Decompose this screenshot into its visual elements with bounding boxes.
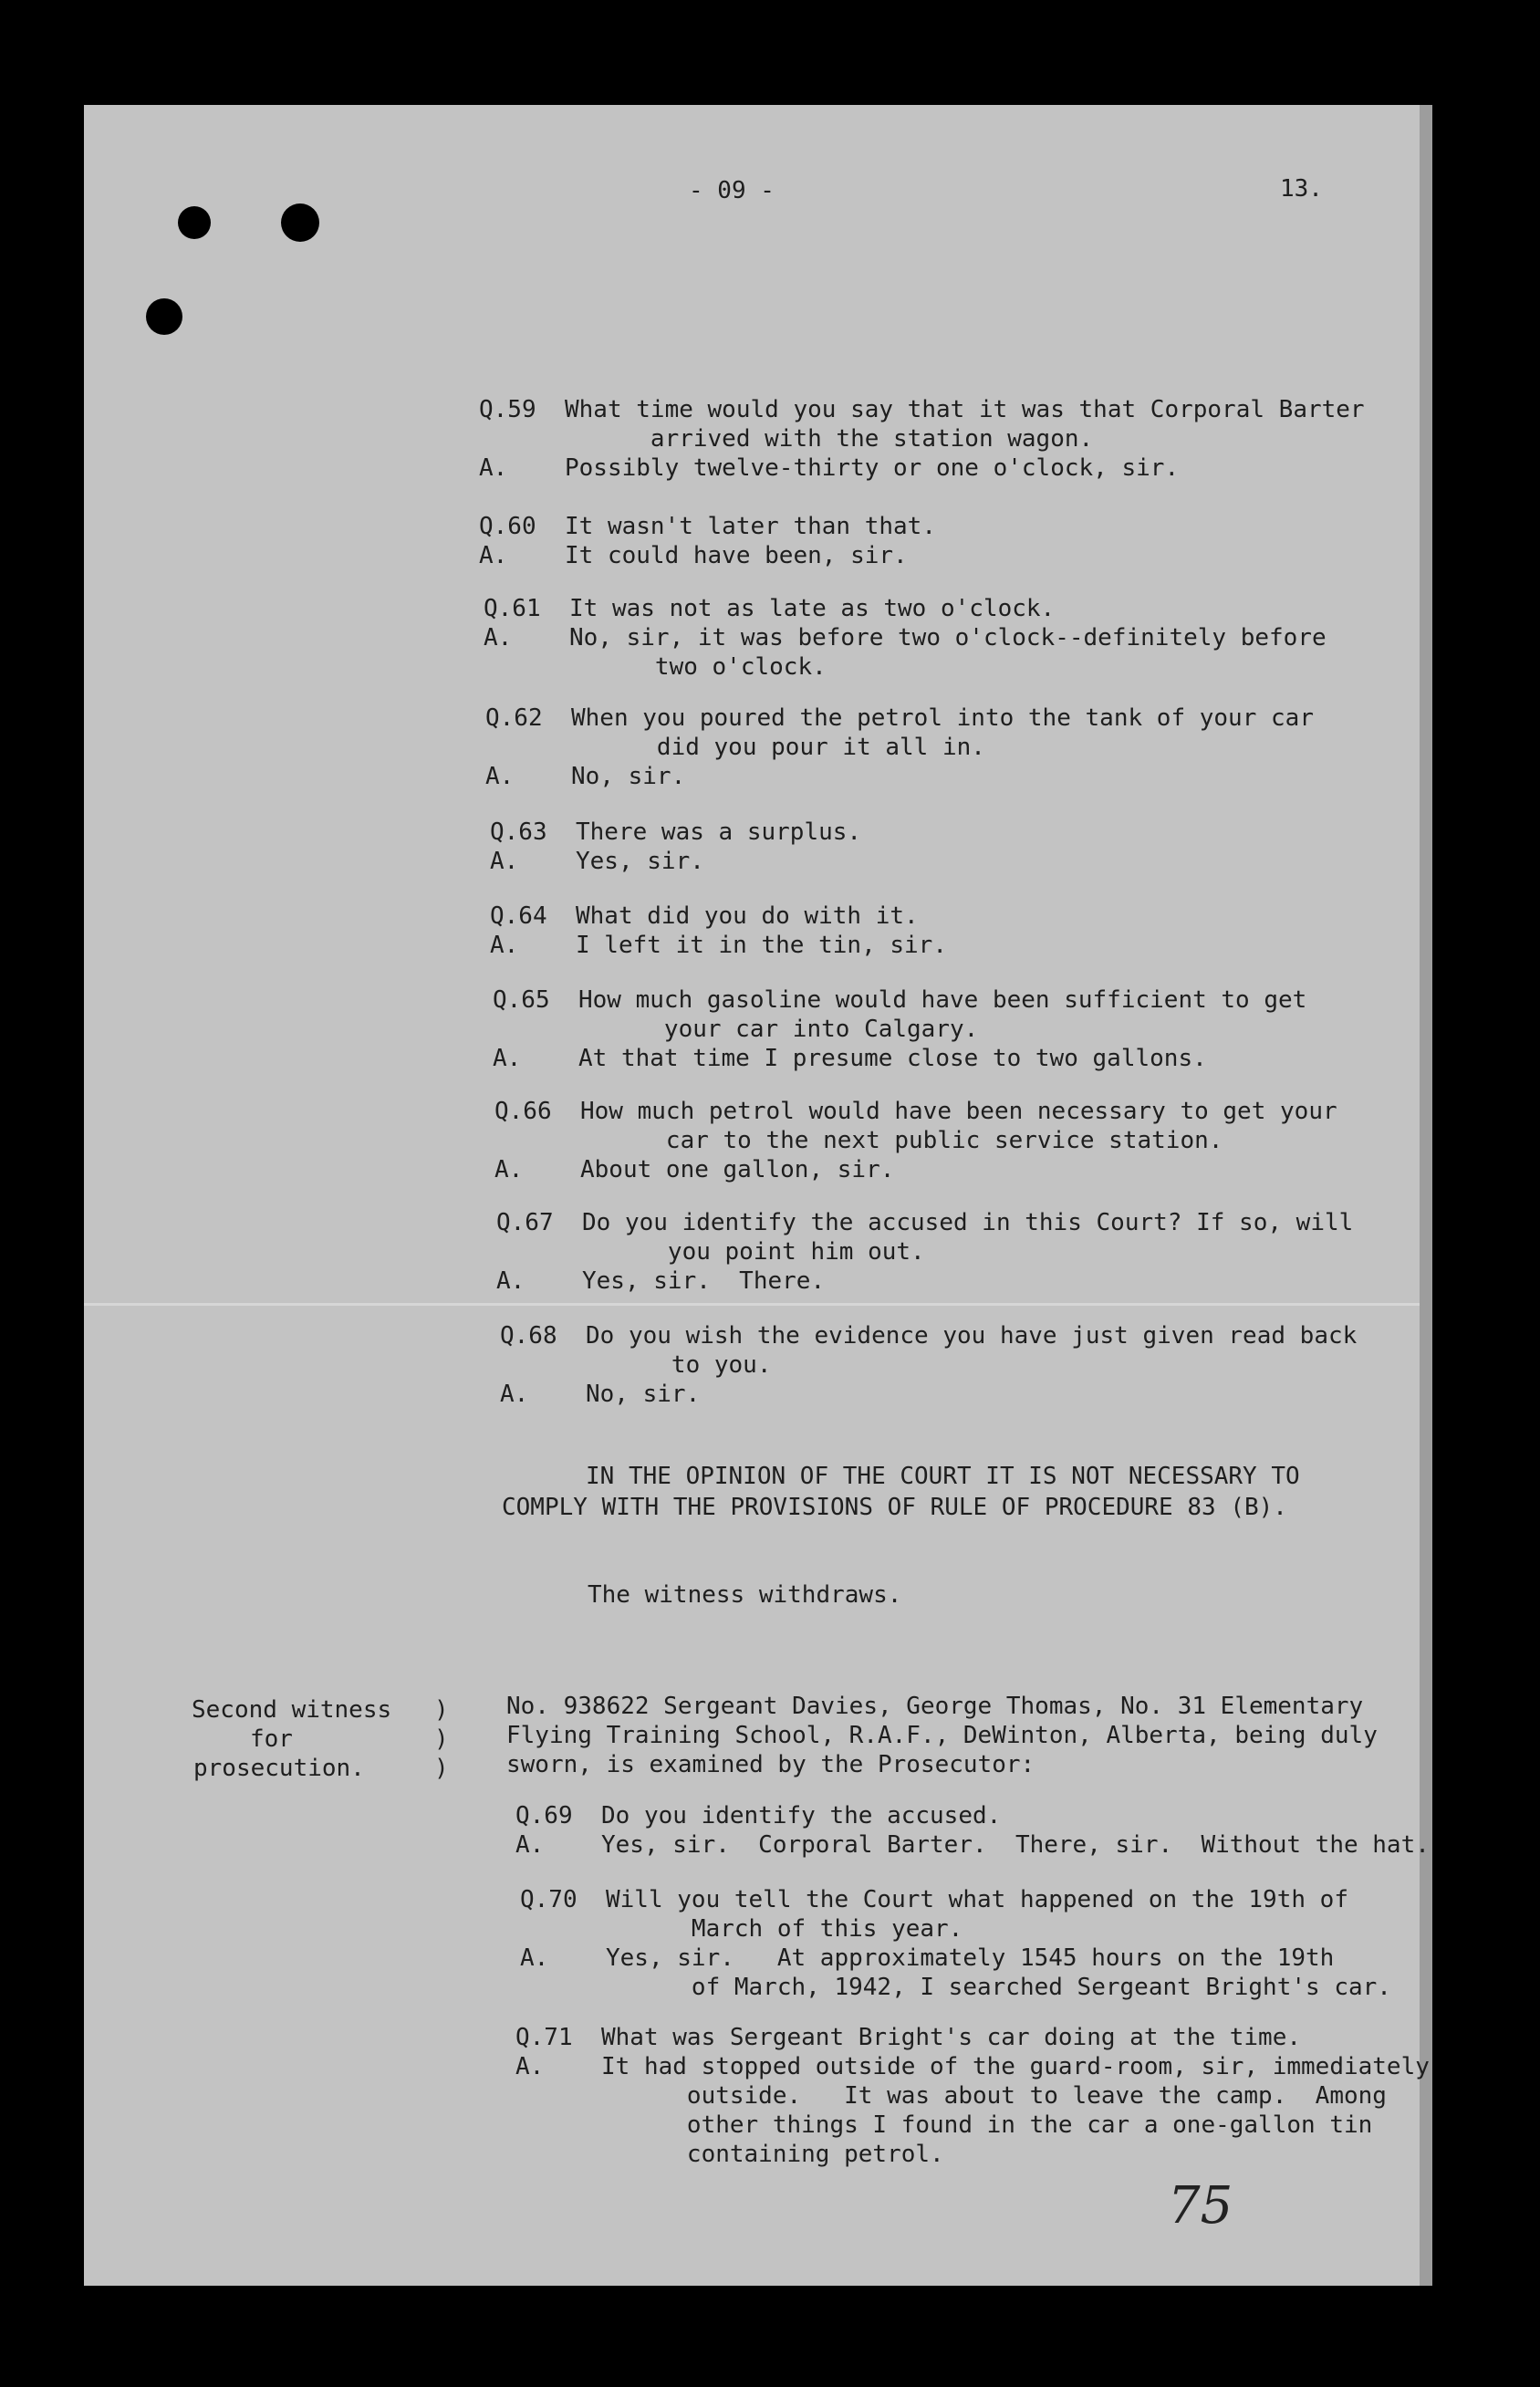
answer-label: A. — [496, 1267, 525, 1295]
answer-text: At that time I presume close to two gallons. — [578, 1045, 1207, 1072]
margin-label-line: Second witness — [192, 1696, 392, 1724]
answer-text: Yes, sir. Corporal Barter. There, sir. Without the hat. — [601, 1831, 1430, 1859]
answer-label: A. — [520, 1944, 549, 1972]
answer-text: two o'clock. — [569, 653, 827, 681]
question-text: It was not as late as two o'clock. — [569, 595, 1056, 622]
question-text: What did you do with it. — [576, 902, 919, 930]
question-text: Will you tell the Court what happened on the 19th of — [606, 1886, 1348, 1913]
answer-label: A. — [500, 1381, 529, 1408]
question-label: Q.65 — [493, 986, 550, 1014]
answer-text: other things I found in the car a one-gallon tin — [601, 2111, 1373, 2139]
court-opinion-line-1: IN THE OPINION OF THE COURT IT IS NOT NECESSARY TO — [586, 1463, 1300, 1490]
answer-text: containing petrol. — [601, 2141, 944, 2168]
answer-label: A. — [484, 624, 513, 651]
question-text: It wasn't later than that. — [565, 513, 936, 540]
bracket: ) — [434, 1696, 449, 1724]
witness-intro-line: No. 938622 Sergeant Davies, George Thomas, No. 31 Elementary — [506, 1693, 1364, 1720]
answer-text: About one gallon, sir. — [580, 1156, 895, 1183]
answer-text: It could have been, sir. — [565, 542, 908, 569]
question-text: did you pour it all in. — [571, 734, 985, 761]
fold-line — [84, 1303, 1432, 1306]
question-label: Q.70 — [520, 1886, 578, 1913]
question-label: Q.63 — [490, 818, 547, 846]
margin-label-line: for — [250, 1725, 293, 1753]
answer-label: A. — [515, 2053, 545, 2080]
question-text: What was Sergeant Bright's car doing at the time. — [601, 2024, 1302, 2051]
handwritten-page-number: 75 — [1168, 2176, 1233, 2236]
answer-text: I left it in the tin, sir. — [576, 932, 947, 959]
answer-text: Yes, sir. At approximately 1545 hours on the 19th — [606, 1944, 1335, 1972]
question-label: Q.59 — [479, 396, 536, 423]
question-label: Q.62 — [485, 704, 543, 732]
answer-text: No, sir, it was before two o'clock--definitely before — [569, 624, 1327, 651]
question-text: March of this year. — [606, 1915, 963, 1943]
answer-label: A. — [490, 848, 519, 875]
punch-hole — [281, 203, 319, 242]
margin-label-line: prosecution. — [193, 1755, 365, 1782]
answer-label: A. — [494, 1156, 524, 1183]
punch-hole — [146, 298, 182, 335]
witness-intro-line: Flying Training School, R.A.F., DeWinton, Alberta, being duly — [506, 1722, 1378, 1749]
question-text: car to the next public service station. — [580, 1127, 1223, 1154]
question-label: Q.69 — [515, 1802, 573, 1829]
question-text: Do you wish the evidence you have just given read back — [586, 1322, 1358, 1350]
witness-intro-line: sworn, is examined by the Prosecutor: — [506, 1751, 1035, 1778]
page-number: 13. — [1280, 175, 1323, 203]
answer-label: A. — [490, 932, 519, 959]
answer-text: of March, 1942, I searched Sergeant Bright's car. — [606, 1974, 1391, 2001]
bracket: ) — [434, 1725, 449, 1753]
answer-text: Possibly twelve-thirty or one o'clock, sir. — [565, 454, 1180, 482]
question-text: your car into Calgary. — [578, 1016, 979, 1043]
question-label: Q.71 — [515, 2024, 573, 2051]
question-label: Q.64 — [490, 902, 547, 930]
question-text: How much petrol would have been necessary to get your — [580, 1098, 1337, 1125]
answer-text: Yes, sir. There. — [582, 1267, 826, 1295]
question-label: Q.60 — [479, 513, 536, 540]
question-text: you point him out. — [582, 1238, 925, 1266]
answer-text: outside. It was about to leave the camp. Among — [601, 2082, 1387, 2110]
question-text: What time would you say that it was that Corporal Barter — [565, 396, 1365, 423]
answer-label: A. — [479, 542, 508, 569]
question-label: Q.68 — [500, 1322, 557, 1350]
answer-label: A. — [493, 1045, 522, 1072]
answer-label: A. — [485, 763, 515, 790]
answer-label: A. — [515, 1831, 545, 1859]
question-text: to you. — [586, 1351, 772, 1379]
question-label: Q.67 — [496, 1209, 554, 1236]
answer-text: No, sir. — [571, 763, 686, 790]
question-text: There was a surplus. — [576, 818, 862, 846]
question-label: Q.61 — [484, 595, 541, 622]
question-text: arrived with the station wagon. — [565, 425, 1094, 453]
answer-text: It had stopped outside of the guard-room, sir, immediately — [601, 2053, 1430, 2080]
question-text: How much gasoline would have been sufficient to get — [578, 986, 1307, 1014]
question-label: Q.66 — [494, 1098, 552, 1125]
court-opinion-line-2: COMPLY WITH THE PROVISIONS OF RULE OF PROCEDURE 83 (B). — [502, 1494, 1287, 1521]
answer-text: Yes, sir. — [576, 848, 704, 875]
answer-label: A. — [479, 454, 508, 482]
witness-withdraws: The witness withdraws. — [588, 1581, 902, 1609]
answer-text: No, sir. — [586, 1381, 701, 1408]
page-code: - 09 - — [689, 177, 775, 204]
bracket: ) — [434, 1755, 449, 1782]
question-text: Do you identify the accused. — [601, 1802, 1002, 1829]
question-text: When you poured the petrol into the tank of your car — [571, 704, 1314, 732]
page-edge — [1420, 105, 1432, 2286]
punch-hole — [178, 206, 211, 239]
question-text: Do you identify the accused in this Court? If so, will — [582, 1209, 1354, 1236]
